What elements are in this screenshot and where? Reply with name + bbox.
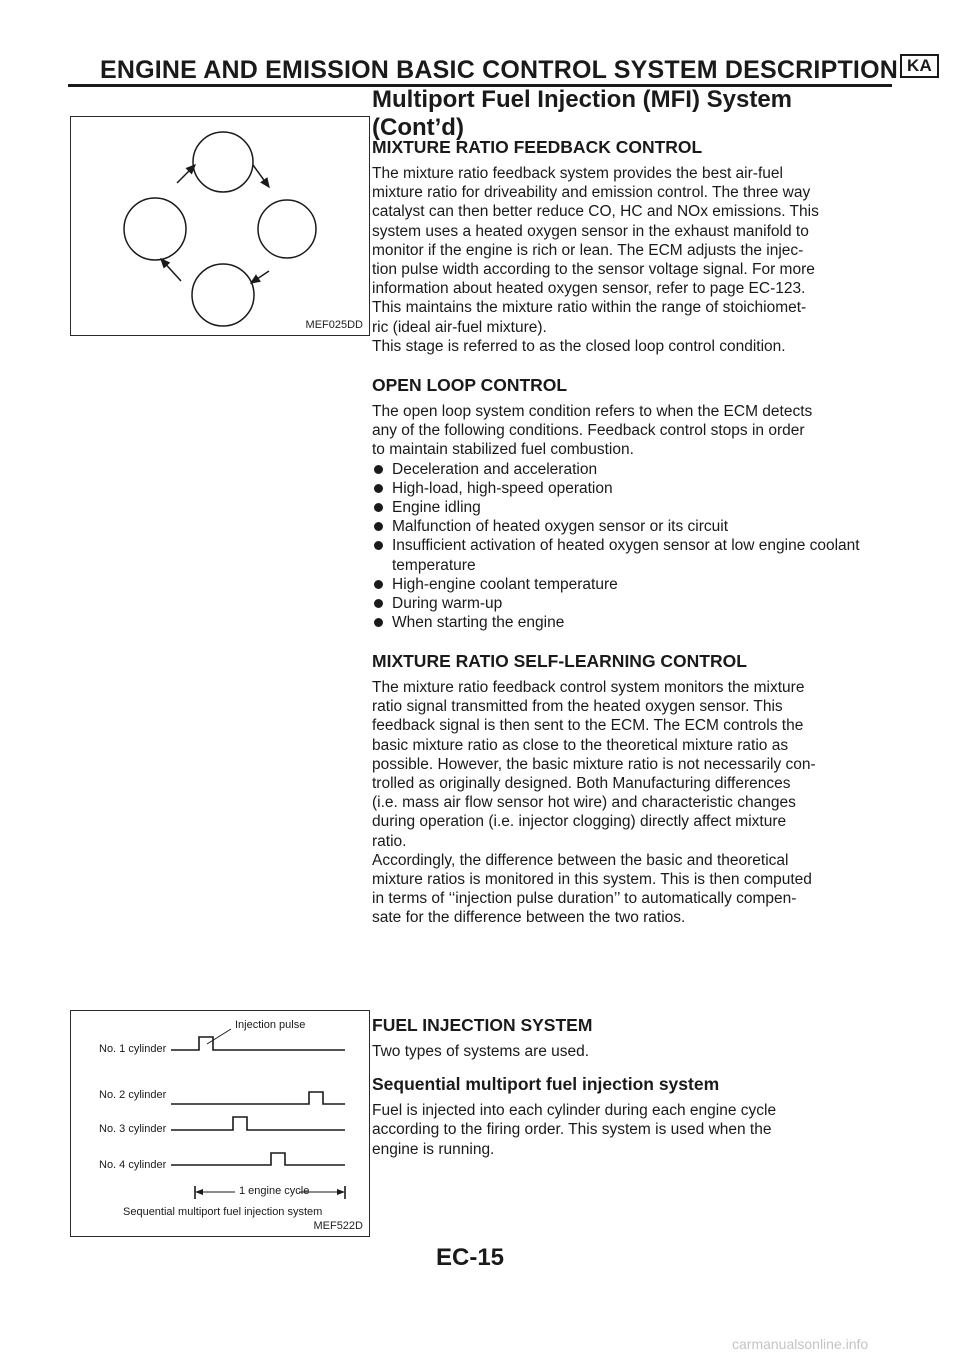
list-item: Engine idling (372, 498, 890, 517)
figure-code: MEF025DD (305, 319, 363, 331)
section-title-line-2: (Cont’d) (372, 114, 464, 141)
watermark: carmanualsonline.info (732, 1336, 869, 1352)
cylinder-label-2: No. 2 cylinder (99, 1089, 167, 1101)
loop-arrow-bottom-left (161, 259, 181, 281)
cylinder-2-waveform (171, 1092, 345, 1104)
section-open-loop (372, 374, 890, 632)
open-loop-conditions-list (372, 460, 890, 633)
paragraph-sequential-injection: Fuel is injected into each cylinder during each engine cycle according to the firing order. This system is used when the engine is running. (372, 1102, 777, 1158)
injection-pulse-label: Injection pulse (235, 1019, 306, 1031)
list-item: High-engine coolant temperature (372, 575, 890, 594)
loop-arrow-top-left (177, 165, 195, 183)
paragraph-fuel-injection: Two types of systems are used. (372, 1043, 590, 1060)
paragraph-mixture-feedback: The mixture ratio feedback system provides the best air-fuel mixture ratio for driveability and emission control. The three way catalyst can then better reduce CO, HC and NOx emissions. This system uses a heated oxygen sensor in the exhaust manifold to monitor if the engine is rich or lean. The ECM adjusts the injec- tion pulse width according to the sensor voltage signal. For more information about heated oxygen sensor, refer to page EC-123. This maintains the mixture ratio within the range of stoichiomet- ric (ideal air-fuel mixture). This stage is referred to as the closed loop control condition. (372, 165, 819, 355)
section-fuel-injection (372, 1014, 890, 1159)
loop-arrow-bottom-right (251, 271, 269, 283)
header-title-text: ENGINE AND EMISSION BASIC CONTROL SYSTEM DESCRIPTION (100, 56, 898, 84)
loop-circle-right (258, 200, 316, 258)
heading-mixture-feedback: MIXTURE RATIO FEEDBACK CONTROL (372, 137, 703, 157)
list-item: Insufficient activation of heated oxygen sensor at low engine coolant temperature (372, 536, 890, 574)
loop-circle-left (124, 198, 186, 260)
list-item: When starting the engine (372, 613, 890, 632)
list-item: High-load, high-speed operation (372, 479, 890, 498)
heading-open-loop: OPEN LOOP CONTROL (372, 375, 568, 395)
section-title-line-1: Multiport Fuel Injection (MFI) System (372, 86, 792, 113)
cylinder-1-waveform (171, 1037, 345, 1050)
page-header (100, 54, 939, 85)
timing-diagram-caption: Sequential multiport fuel injection system (123, 1206, 323, 1218)
section-title (372, 86, 792, 142)
figure-code: MEF522D (313, 1220, 363, 1232)
heading-fuel-injection: FUEL INJECTION SYSTEM (372, 1015, 593, 1035)
figure-feedback-loop (70, 116, 370, 336)
cylinder-4-waveform (171, 1153, 345, 1165)
feedback-loop-diagram (71, 117, 369, 335)
engine-badge: KA (900, 54, 939, 78)
heading-self-learning: MIXTURE RATIO SELF-LEARNING CONTROL (372, 651, 747, 671)
cylinder-3-waveform (171, 1117, 345, 1130)
paragraph-self-learning: The mixture ratio feedback control system monitors the mixture ratio signal transmitted from the heated oxygen sensor. This feedback signal is then sent to the ECM. The ECM controls the basic mixture ratio as close to the theoretical mixture ratio as possible. However, the basic mixture ratio is not necessarily con- trolled as originally designed. Both Manufacturing differences (i.e. mass air flow sensor hot wire) and characteristic changes during operation (i.e. injector clogging) directly affect mixture ratio. Accordingly, the difference between the basic and theoretical mixture ratios is monitored in this system. This is then computed in terms of ‘‘injection pulse duration’’ to automatically compen- sate for the difference between the two ratios. (372, 679, 816, 927)
figure-injection-timing (70, 1010, 370, 1237)
section-self-learning (372, 650, 890, 928)
cylinder-label-1: No. 1 cylinder (99, 1043, 167, 1055)
section-mixture-feedback (372, 136, 890, 356)
page-number: EC-15 (436, 1244, 505, 1271)
loop-circle-top (193, 132, 253, 192)
cylinder-label-4: No. 4 cylinder (99, 1159, 167, 1171)
paragraph-open-loop: The open loop system condition refers to when the ECM detects any of the following conditions. Feedback control stops in order to maintain stabilized fuel combustion. (372, 403, 813, 459)
engine-cycle-label: 1 engine cycle (239, 1185, 310, 1197)
list-item: During warm-up (372, 594, 890, 613)
list-item: Malfunction of heated oxygen sensor or its circuit (372, 517, 890, 536)
cylinder-label-3: No. 3 cylinder (99, 1123, 167, 1135)
loop-arrow-top-right (253, 165, 269, 187)
list-item: Deceleration and acceleration (372, 460, 890, 479)
loop-circle-bottom (192, 264, 254, 326)
heading-sequential-injection: Sequential multiport fuel injection system (372, 1074, 720, 1095)
